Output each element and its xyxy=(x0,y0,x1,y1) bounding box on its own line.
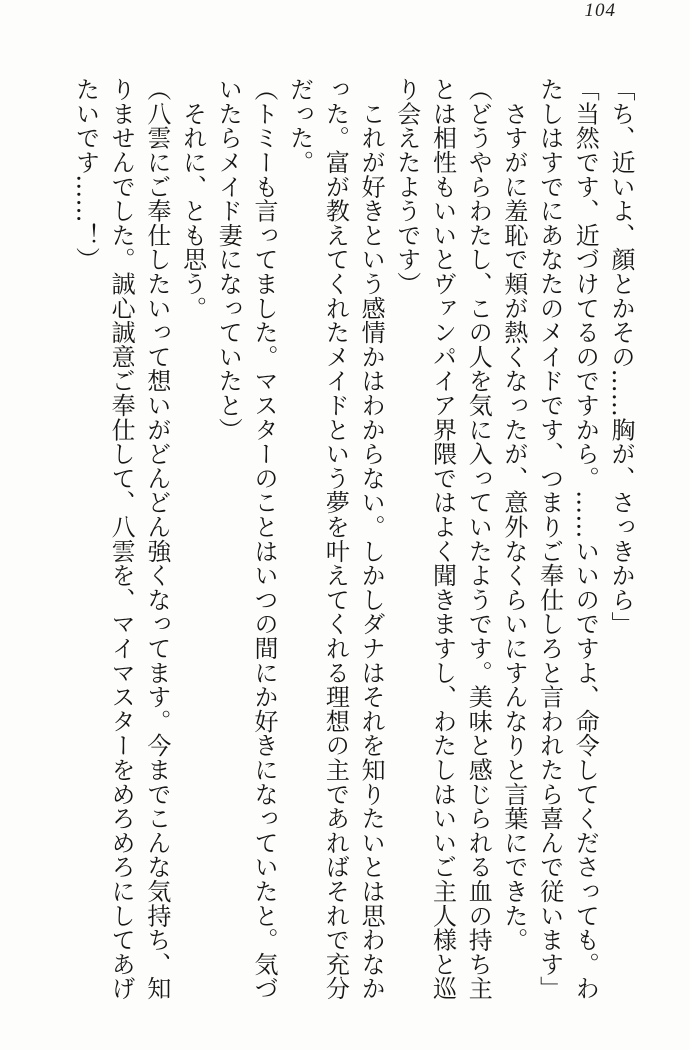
text-line: り会えたようです） xyxy=(392,77,421,296)
text-line: った。富が教えてくれたメイドという夢を叶えてくれる理想の主であればそれで充分 xyxy=(321,77,350,1001)
text-line: たしはすでにあなたのメイドです、つまりご奉仕しろと言われたら喜んで従います」 xyxy=(535,77,564,1001)
text-line: とは相性もいいとヴァンパイア界隈ではよく聞きますし、わたしはいいご主人様と巡 xyxy=(428,77,457,1001)
page-number: 104 xyxy=(584,0,616,21)
text-line: それに、とも思う。 xyxy=(178,77,207,320)
text-line: 「当然です、近づけてるのですから。……いいのですよ、命令してくださっても。わ xyxy=(571,77,600,1001)
text-line: さすがに羞恥で頬が熱くなったが、意外なくらいにすんなりと言葉にできた。 xyxy=(499,77,528,952)
text-line: （八雲にご奉仕したいって想いがどんどん強くなってます。今までこんな気持ち、知 xyxy=(142,77,171,1001)
text-line: （トミーも言ってました。マスターのことはいつの間にか好きになっていたと。気づ xyxy=(249,77,278,1001)
text-line: いたらメイド妻になっていたと） xyxy=(214,77,243,442)
text-line: たいです……！） xyxy=(71,77,100,272)
text-line: 「ち、近いよ、顔とかその……胸が、さっきから」 xyxy=(607,77,635,636)
text-line: （どうやらわたし、この人を気に入っていたようです。美味と感じられる血の持ち主 xyxy=(464,77,493,1001)
page-text xyxy=(67,77,638,1009)
text-line: だった。 xyxy=(285,77,314,175)
text-line: これが好きという感情かはわからない。しかしダナはそれを知りたいとは思わなか xyxy=(357,77,386,1001)
text-line: りませんでした。誠心誠意ご奉仕して、八雲を、マイマスターをめろめろにしてあげ xyxy=(107,77,136,1001)
